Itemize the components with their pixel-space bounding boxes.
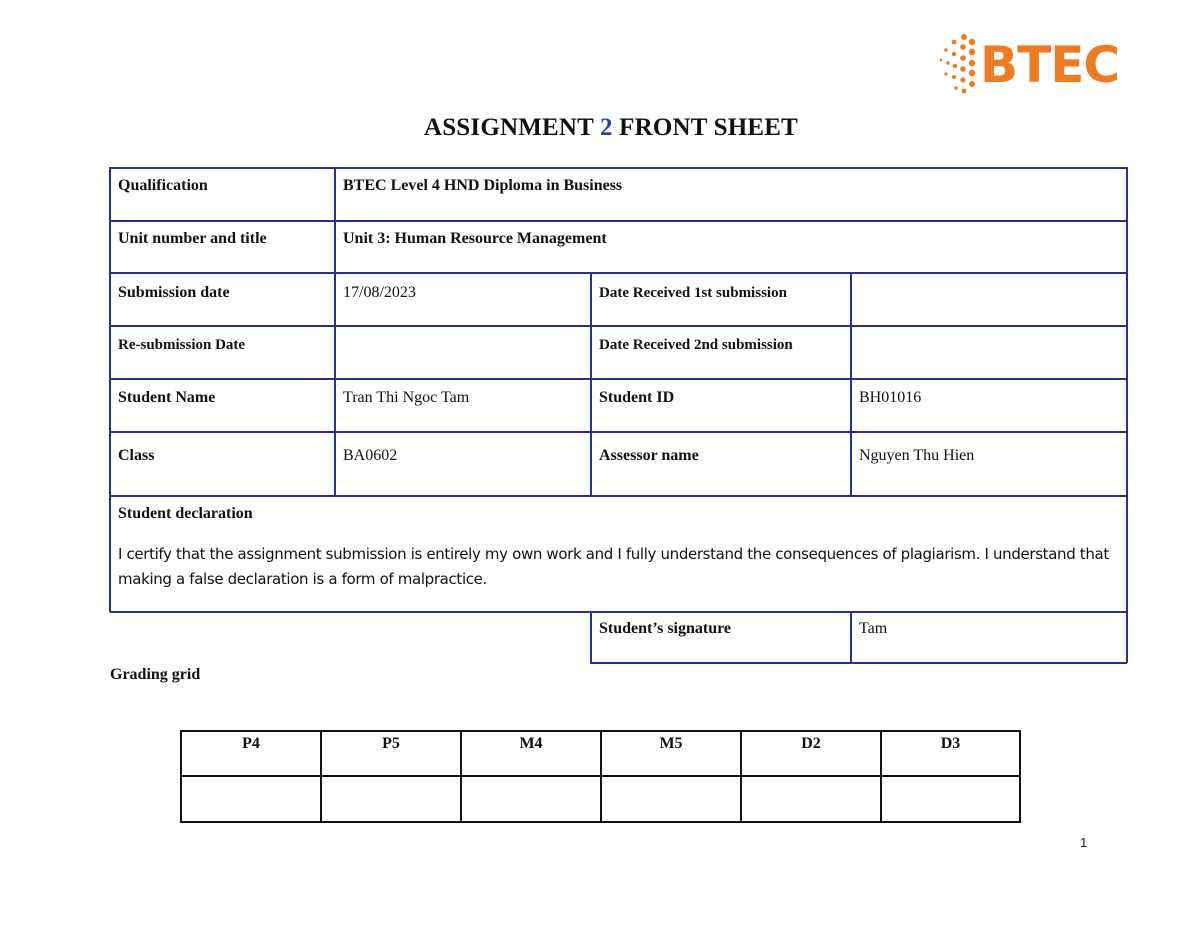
title-prefix: ASSIGNMENT [423, 114, 601, 141]
student-id-label: Student ID [599, 389, 675, 406]
grade-header-m4: M4 [519, 735, 543, 752]
declaration-line-2: making a false declaration is a form of malpractice. [118, 570, 487, 588]
class-value: BA0602 [343, 447, 398, 464]
student-name-value: Tran Thi Ngoc Tam [343, 389, 470, 406]
unit-value: Unit 3: Human Resource Management [343, 230, 607, 247]
date-received-1-label: Date Received 1st submission [599, 285, 787, 301]
page-title [0, 114, 1200, 142]
btec-logo [934, 30, 1124, 100]
class-label: Class [118, 447, 155, 464]
assessor-value: Nguyen Thu Hien [859, 447, 975, 464]
submission-date-label: Submission date [118, 284, 230, 301]
student-name-label: Student Name [118, 389, 216, 406]
page-number: 1 [1080, 835, 1088, 850]
dotted-arc-icon [934, 30, 980, 100]
signature-value: Tam [859, 620, 888, 637]
declaration-line-1: I certify that the assignment submission is entirely my own work and I fully understand the consequences of plagiarism. I understand that [118, 545, 1109, 563]
date-received-2-label: Date Received 2nd submission [599, 337, 793, 353]
qualification-value: BTEC Level 4 HND Diploma in Business [343, 177, 623, 194]
resubmission-date-label: Re-submission Date [118, 337, 246, 353]
declaration-title: Student declaration [118, 505, 253, 522]
unit-label: Unit number and title [118, 230, 267, 247]
signature-label: Student’s signature [599, 620, 732, 637]
grading-grid-title: Grading grid [110, 666, 201, 683]
qualification-label: Qualification [118, 177, 208, 194]
grade-header-p5: P5 [382, 735, 400, 752]
grade-header-d2: D2 [801, 735, 821, 752]
title-suffix: FRONT SHEET [612, 114, 799, 141]
grade-header-d3: D3 [940, 735, 961, 752]
assessor-label: Assessor name [599, 447, 699, 464]
assignment-number: 2 [600, 114, 613, 141]
logo-text: BTEC [980, 36, 1120, 94]
grade-header-m5: M5 [659, 735, 683, 752]
submission-date-value: 17/08/2023 [343, 284, 416, 301]
student-id-value: BH01016 [859, 389, 922, 406]
grade-header-p4: P4 [242, 735, 260, 752]
